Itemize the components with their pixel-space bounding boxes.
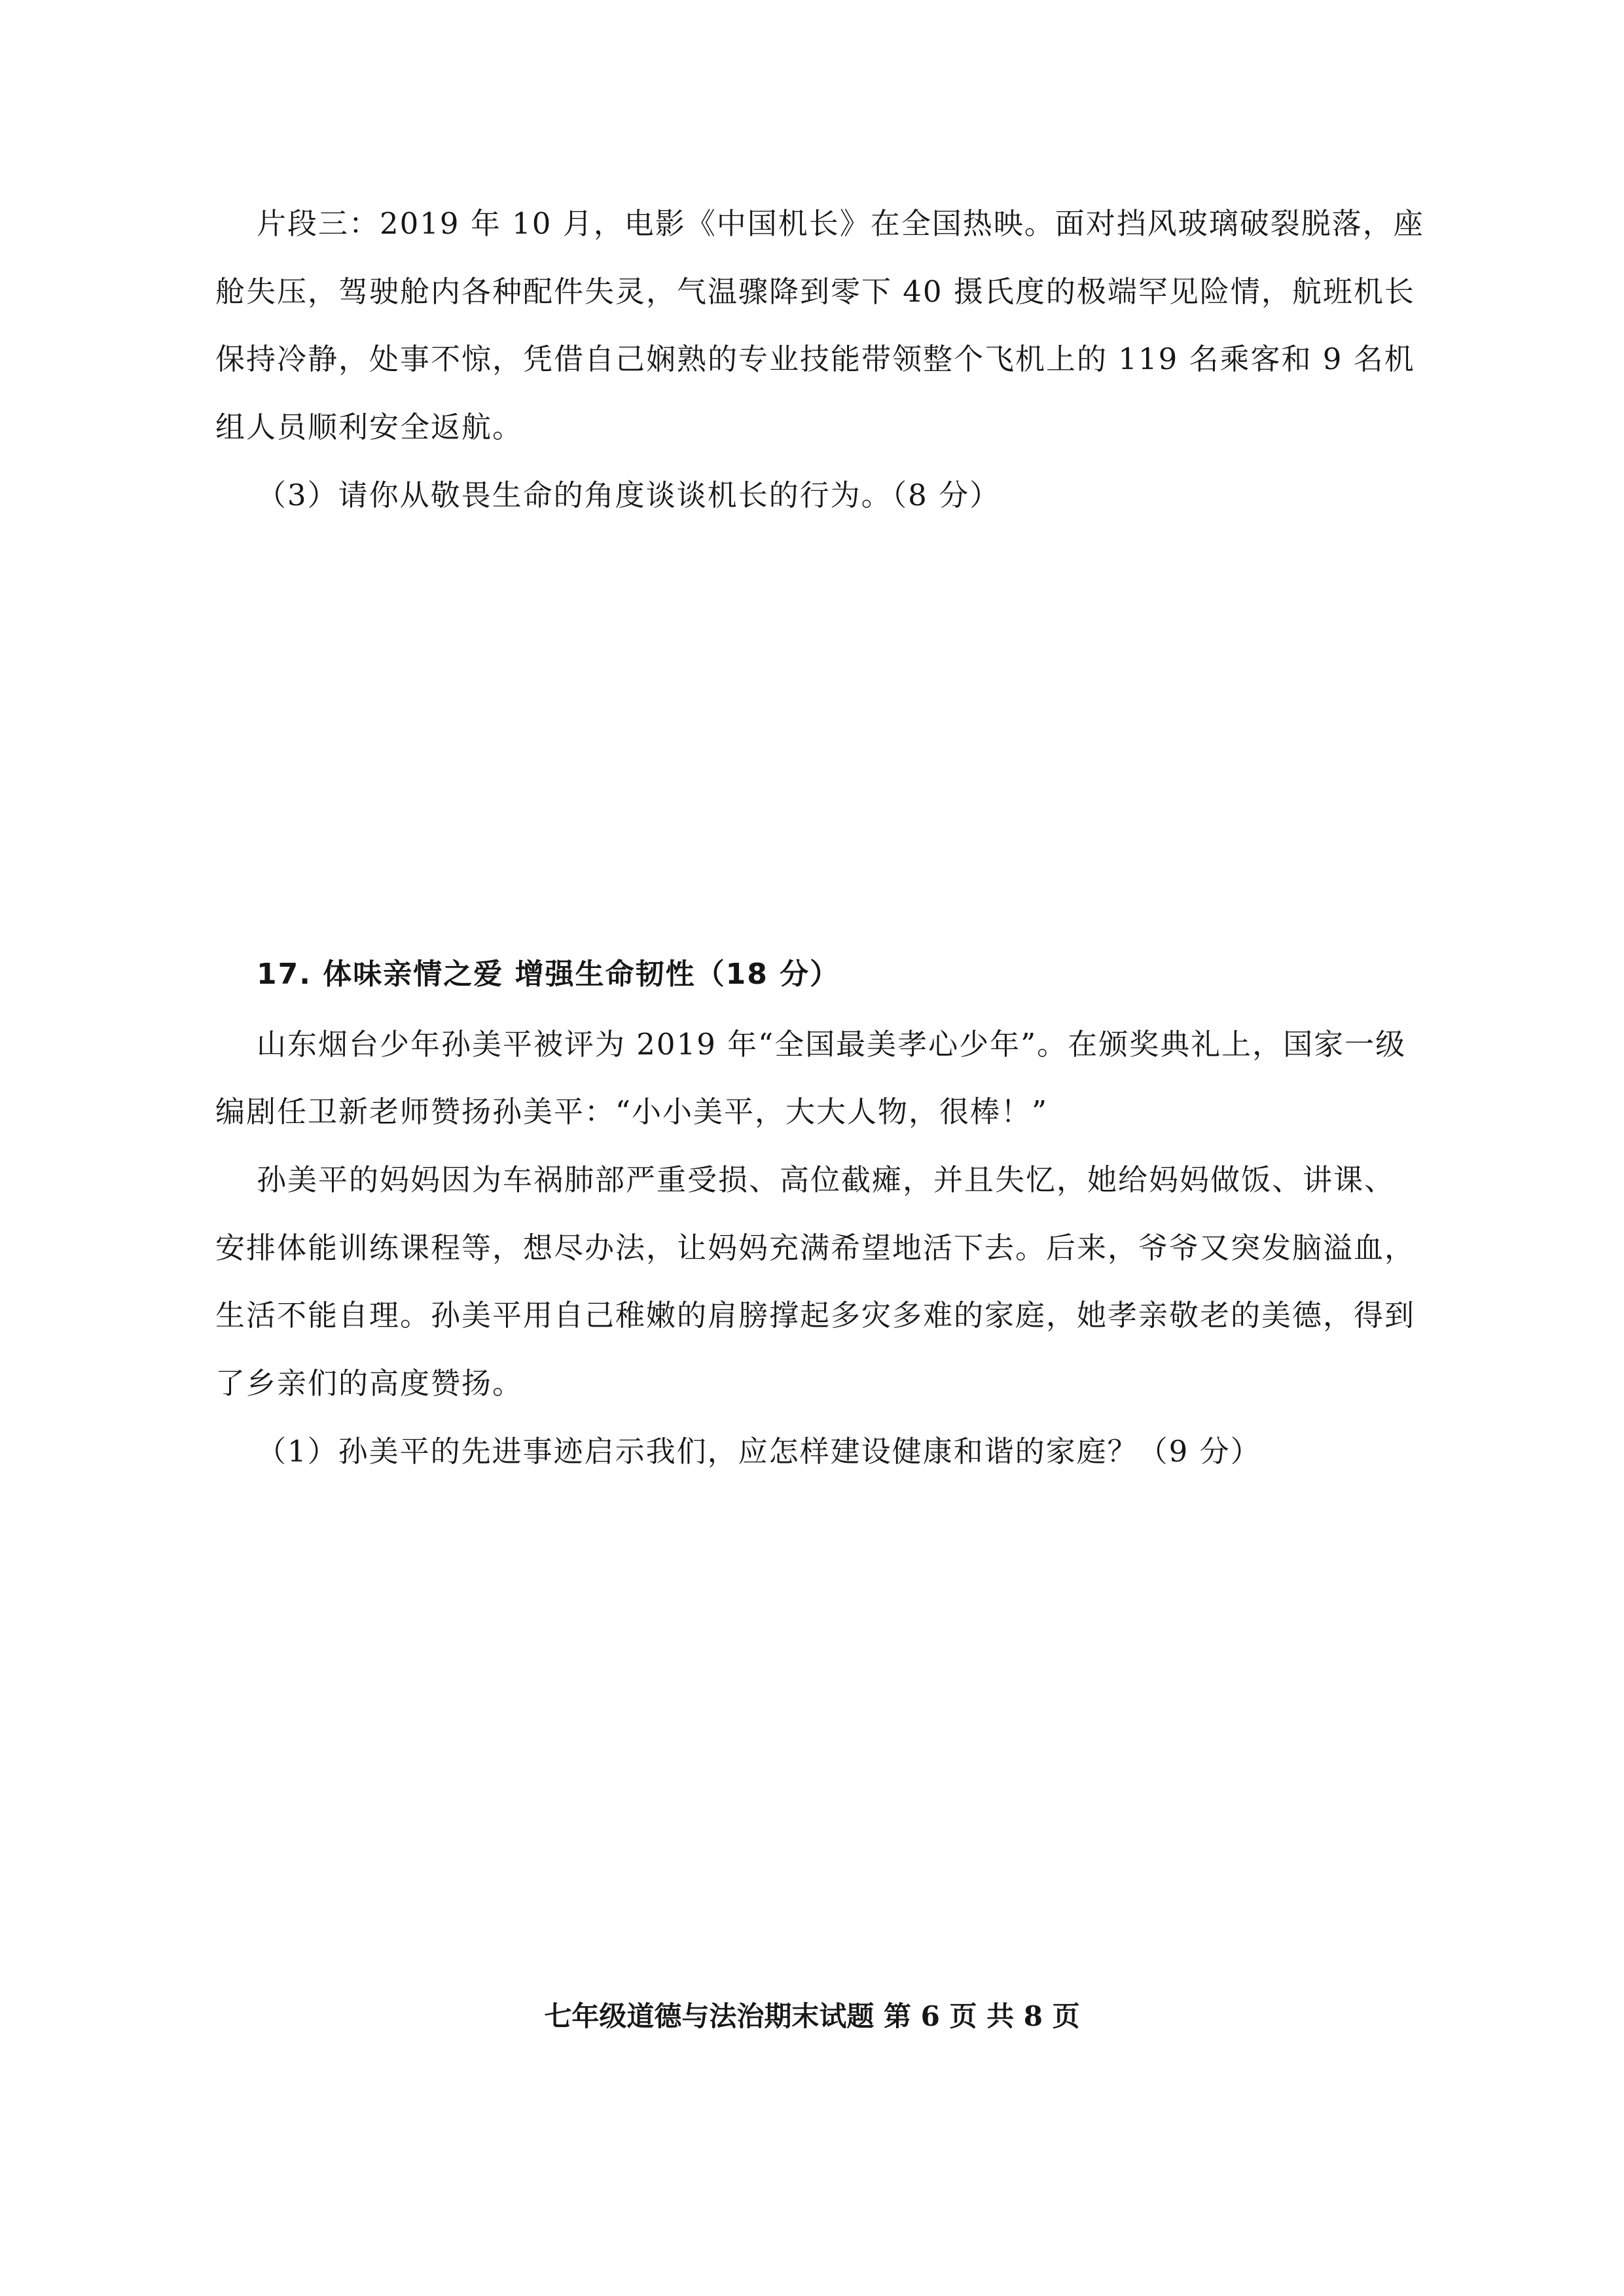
segment3-line-2: 舱失压，驾驶舱内各种配件失灵，气温骤降到零下 40 摄氏度的极端罕见险情，航班机长 xyxy=(215,274,1415,309)
q17-line-4: 安排体能训练课程等，想尽办法，让妈妈充满希望地活下去。后来，爷爷又突发脑溢血， xyxy=(215,1230,1416,1265)
q17-line-3: 孙美平的妈妈因为车祸肺部严重受损、高位截瘫，并且失忆，她给妈妈做饭、讲课、 xyxy=(257,1162,1396,1197)
page-footer: 七年级道德与法治期末试题 第 6 页 共 8 页 xyxy=(544,2000,1080,2032)
segment3-line-1: 片段三：2019 年 10 月，电影《中国机长》在全国热映。面对挡风玻璃破裂脱落，座 xyxy=(257,206,1424,241)
q17-line-5: 生活不能自理。孙美平用自己稚嫩的肩膀撑起多灾多难的家庭，她孝亲敬老的美德，得到 xyxy=(215,1298,1416,1333)
question-17-title: 17. 体味亲情之爱 增强生命韧性（18 分） xyxy=(257,958,840,991)
segment3-line-4: 组人员顺利安全返航。 xyxy=(215,410,524,444)
segment3-line-3: 保持冷静，处事不惊，凭借自己娴熟的专业技能带领整个飞机上的 119 名乘客和 9 名机 xyxy=(215,342,1415,376)
q17-question-1: （1）孙美平的先进事迹启示我们，应怎样建设健康和谐的家庭？（9 分） xyxy=(257,1434,1261,1469)
q17-line-6: 了乡亲们的高度赞扬。 xyxy=(215,1366,524,1401)
q17-line-2: 编剧任卫新老师赞扬孙美平：“小小美平，大大人物，很棒！” xyxy=(215,1094,1049,1129)
q17-line-1: 山东烟台少年孙美平被评为 2019 年“全国最美孝心少年”。在颁奖典礼上，国家一级 xyxy=(257,1027,1407,1062)
segment3-question-3: （3）请你从敬畏生命的角度谈谈机长的行为。（8 分） xyxy=(257,478,1001,512)
